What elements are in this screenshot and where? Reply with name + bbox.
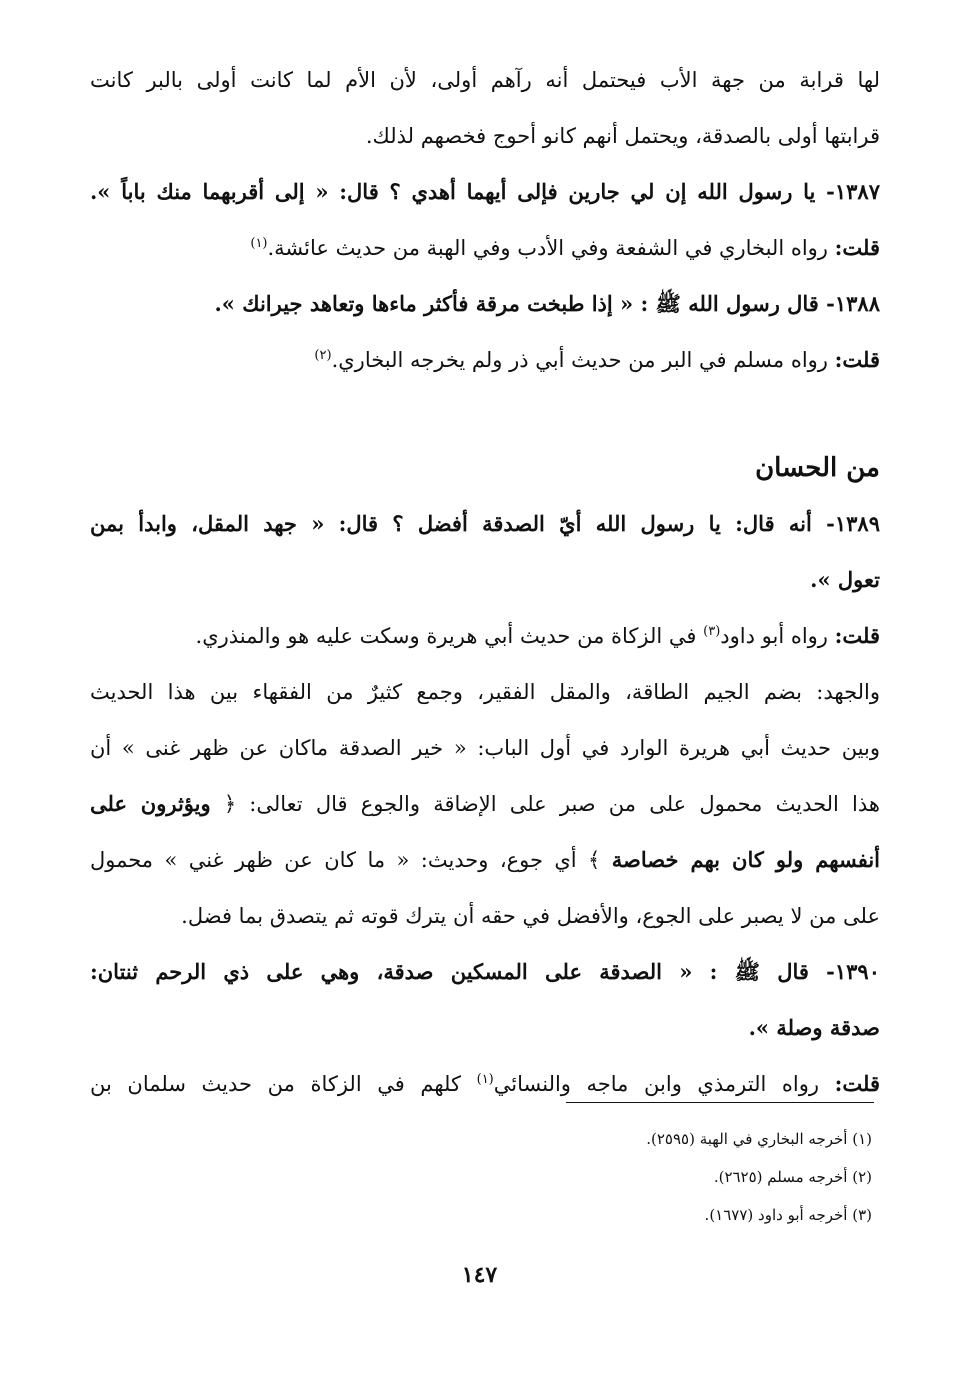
commentary-1388 [90, 332, 880, 388]
hadith-1388: ١٣٨٨- قال رسول الله ﷺ : « إذا طبخت مرقة فأكثر ماءها وتعاهد جيرانك ». [214, 291, 880, 316]
text-line: على من لا يصبر على الجوع، والأفضل في حقه أن يترك قوته ثم يتصدق بما فضل. [181, 904, 880, 928]
text-segment: هذا الحديث محمول على من صبر على الإضاقة والجوع قال تعالى: ﴿ [210, 792, 880, 816]
footnote-ref: (١) [250, 236, 268, 251]
citation-text: رواه البخاري في الشفعة وفي الأدب وفي الهبة من حديث عائشة. [267, 236, 835, 260]
footnote: (٣) أخرجه أبو داود (١٦٧٧). [704, 1206, 872, 1224]
page-number: ١٤٧ [461, 1262, 498, 1288]
footnote-divider [566, 1102, 874, 1103]
section-title: من الحسان [755, 453, 880, 483]
page-body [90, 52, 880, 1112]
qult-label: قلت: [834, 623, 880, 648]
footnote-ref: (١) [476, 1072, 494, 1087]
text-segment: ﴾ أي جوع، وحديث: « ما كان عن ظهر غني » محمول [90, 848, 612, 872]
quran-quote: أنفسهم ولو كان بهم خصاصة [611, 847, 880, 872]
footnotes [500, 1120, 872, 1234]
hadith-1389-line: تعول ». [810, 567, 880, 592]
qult-label: قلت: [834, 1071, 880, 1096]
footnote: (٢) أخرجه مسلم (٢٦٢٥). [713, 1168, 872, 1186]
text-line: وبين حديث أبي هريرة الوارد في أول الباب: « خير الصدقة ماكان عن ظهر غنى » أن [90, 736, 880, 760]
commentary-1389 [90, 608, 880, 664]
hadith-1389-line: ١٣٨٩- أنه قال: يا رسول الله أيّ الصدقة أفضل ؟ قال: « جهد المقل، وابدأ بمن [90, 511, 880, 536]
citation-text: رواه أبو داود [720, 624, 835, 648]
quran-quote: ويؤثرون على [90, 791, 211, 816]
text-line [90, 832, 880, 888]
text-line [90, 776, 880, 832]
commentary-1387 [90, 220, 880, 276]
text-line: قرابتها أولى بالصدقة، ويحتمل أنهم كانو أحوج فخصهم لذلك. [365, 124, 880, 148]
citation-text: رواه الترمذي وابن ماجه والنسائي [493, 1072, 835, 1096]
footnote: (١) أخرجه البخاري في الهبة (٢٥٩٥). [646, 1130, 872, 1148]
citation-text: في الزكاة من حديث أبي هريرة وسكت عليه هو والمنذري. [195, 624, 704, 648]
hadith-1390-line: ١٣٩٠- قال ﷺ : « الصدقة على المسكين صدقة، وهي على ذي الرحم ثنتان: [90, 959, 880, 984]
hadith-1390-line: صدقة وصلة ». [748, 1015, 880, 1040]
footnote-ref: (٣) [703, 624, 721, 639]
commentary-1390 [90, 1056, 880, 1112]
footnote-ref: (٢) [314, 348, 332, 363]
text-line: لها قرابة من جهة الأب فيحتمل أنه رآهم أولى، لأن الأم لما كانت أولى بالبر كانت [90, 68, 880, 92]
citation-text: رواه مسلم في البر من حديث أبي ذر ولم يخرجه البخاري. [331, 348, 835, 372]
citation-text: كلهم في الزكاة من حديث سلمان بن [90, 1072, 477, 1096]
qult-label: قلت: [834, 347, 880, 372]
qult-label: قلت: [834, 235, 880, 260]
hadith-1387: ١٣٨٧- يا رسول الله إن لي جارين فإلى أيهما أهدي ؟ قال: « إلى أقربهما منك باباً ». [90, 179, 880, 204]
text-line: والجهد: بضم الجيم الطاقة، والمقل الفقير، وجمع كثيرٌ من الفقهاء بين هذا الحديث [90, 680, 880, 704]
